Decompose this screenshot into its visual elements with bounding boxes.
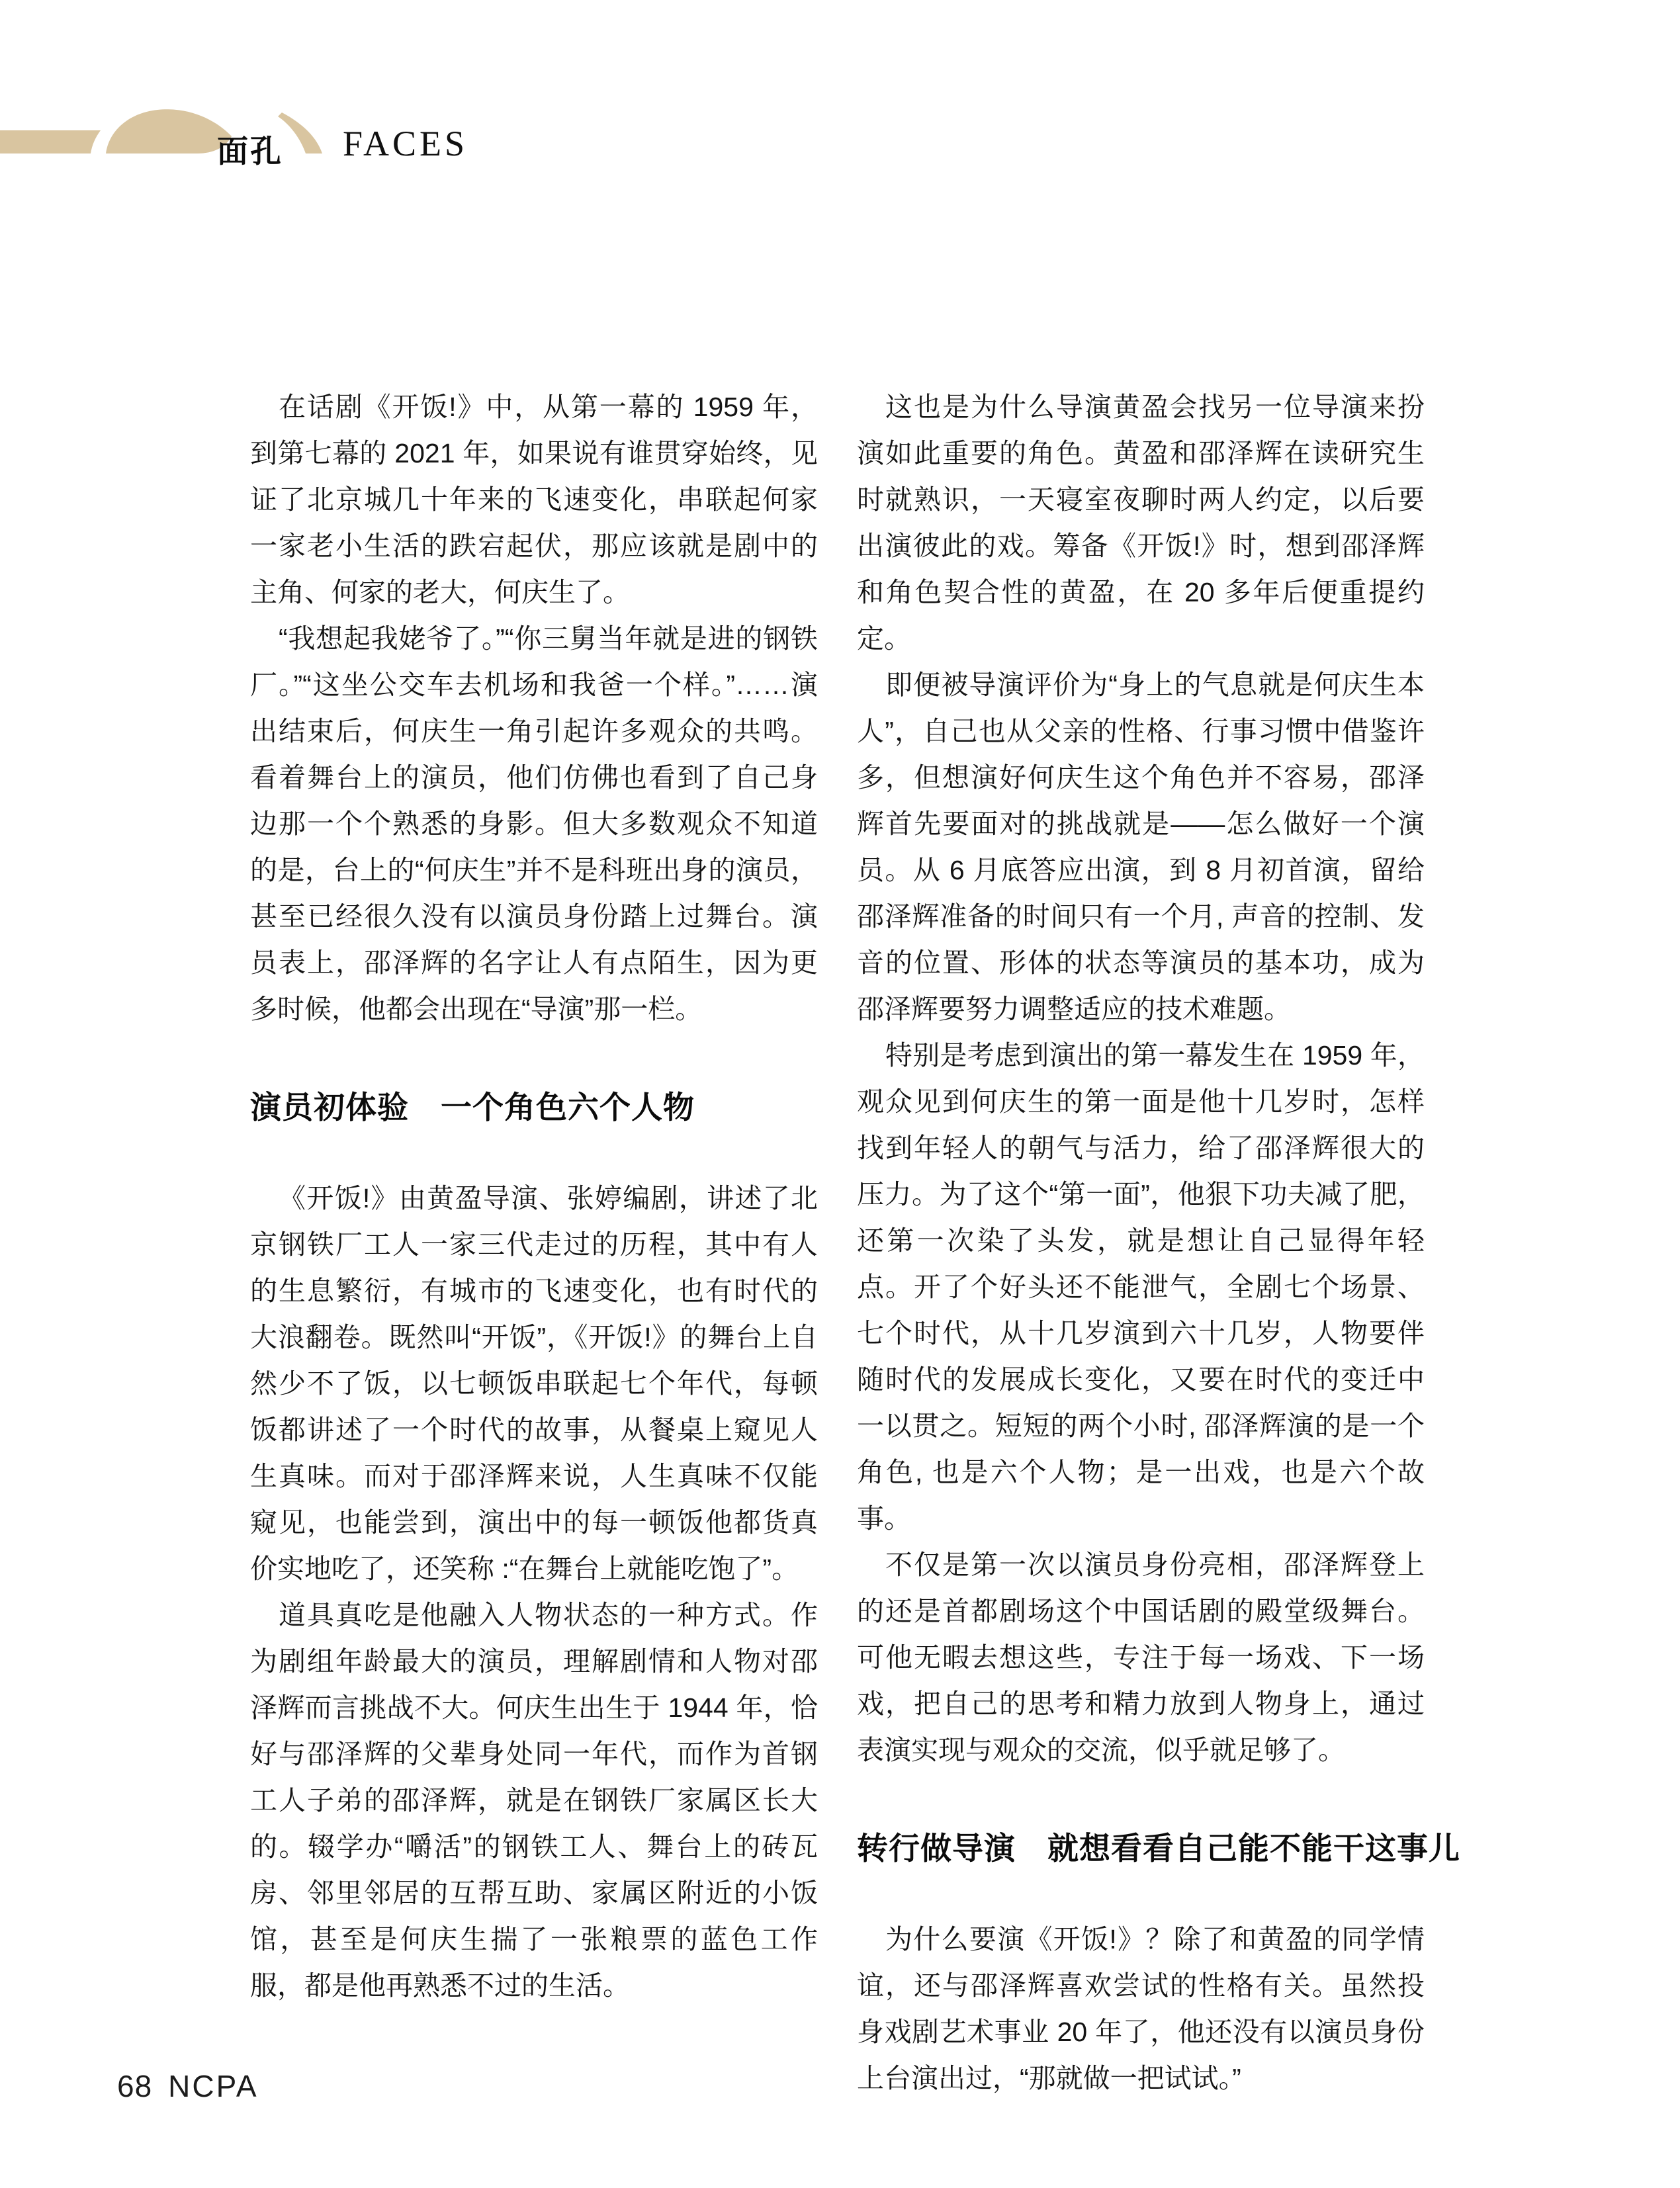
page-footer [117,2068,259,2104]
section-heading-turn-director: 转行做导演 就想看看自己能不能干这事儿 [857,1831,1460,1866]
body-paragraph: 《开饭!》由黄盈导演、张婷编剧，讲述了北京钢铁厂工人一家三代走过的历程，其中有人的生息繁衍，有城市的飞速变化，也有时代的大浪翻卷。既然叫“开饭”，《开饭!》的舞台上自然少不了饭，以七顿饭串联起七个年代，每顿饭都讲述了一个时代的故事，从餐桌上窥见人生真味。而对于邵泽辉来说，人生真味不仅能窥见，也能尝到，演出中的每一顿饭他都货真价实地吃了，还笑称 :“在舞台上就能吃饱了”。 [250,1183,818,1584]
swoosh-dome [106,109,232,153]
body-paragraph: 道具真吃是他融入人物状态的一种方式。作为剧组年龄最大的演员，理解剧情和人物对邵泽辉而言挑战不大。何庆生出生于 1944 年，恰好与邵泽辉的父辈身处同一年代，而作为首钢工人子弟的邵泽辉，就是在钢铁厂家属区长大的。辍学办“嚼活”的钢铁工人、舞台上的砖瓦房、邻里邻居的互帮互助、家属区附近的小饭馆，甚至是何庆生揣了一张粮票的蓝色工作服，都是他再熟悉不过的生活。 [250,1600,818,2001]
swoosh-arc [278,112,322,153]
section-title-zh: 面孔 [217,134,283,169]
body-paragraph: “我想起我姥爷了。”“你三舅当年就是进的钢铁厂。”“这坐公交车去机场和我爸一个样。”……演出结束后，何庆生一角引起许多观众的共鸣。看着舞台上的演员，他们仿佛也看到了自己身边那一个个熟悉的身影。但大多数观众不知道的是，台上的“何庆生”并不是科班出身的演员，甚至已经很久没有以演员身份踏上过舞台。演员表上，邵泽辉的名字让人有点陌生，因为更多时候，他都会出现在“导演”那一栏。 [250,623,818,1024]
body-paragraph: 这也是为什么导演黄盈会找另一位导演来扮演如此重要的角色。黄盈和邵泽辉在读研究生时就熟识，一天寝室夜聊时两人约定，以后要出演彼此的戏。筹备《开饭!》时，想到邵泽辉和角色契合性的黄盈，在 20 多年后便重提约定。 [857,392,1425,654]
body-paragraph: 在话剧《开饭!》中，从第一幕的 1959 年，到第七幕的 2021 年，如果说有谁贯穿始终，见证了北京城几十年来的飞速变化，串联起何家一家老小生活的跌宕起伏，那应该就是剧中的主角、何家的老大，何庆生了。 [250,392,818,607]
section-title-en: FACES [343,124,468,163]
body-paragraph: 不仅是第一次以演员身份亮相，邵泽辉登上的还是首都剧场这个中国话剧的殿堂级舞台。可他无暇去想这些，专注于每一场戏、下一场戏，把自己的思考和精力放到人物身上，通过表演实现与观众的交流，似乎就足够了。 [857,1550,1425,1765]
swoosh-bar [0,130,101,153]
body-paragraph: 为什么要演《开饭!》？除了和黄盈的同学情谊，还与邵泽辉喜欢尝试的性格有关。虽然投身戏剧艺术事业 20 年了，他还没有以演员身份上台演出过，“那就做一把试试。” [857,1924,1425,2093]
section-heading-actor-debut: 演员初体验 一个角色六个人物 [250,1090,695,1125]
body-paragraph: 即便被导演评价为“身上的气息就是何庆生本人”，自己也从父亲的性格、行事习惯中借鉴许多，但想演好何庆生这个角色并不容易，邵泽辉首先要面对的挑战就是——怎么做好一个演员。从 6 月底答应出演，到 8 月初首演，留给邵泽辉准备的时间只有一个月, 声音的控制、发音的位置、形体的状态等演员的基本功，成为邵泽辉要努力调整适应的技术难题。 [857,670,1425,1024]
article-column-left [250,384,818,2009]
article-column-right [857,384,1460,2101]
page-header [0,0,1680,179]
brand-label: NCPA [168,2069,259,2103]
body-paragraph: 特别是考虑到演出的第一幕发生在 1959 年，观众见到何庆生的第一面是他十几岁时，怎样找到年轻人的朝气与活力，给了邵泽辉很大的压力。为了这个“第一面”，他狠下功夫减了肥，还第一次染了头发，就是想让自己显得年轻点。开了个好头还不能泄气，全剧七个场景、七个时代，从十几岁演到六十几岁，人物要伴随时代的发展成长变化，又要在时代的变迁中一以贯之。短短的两个小时, 邵泽辉演的是一个角色, 也是六个人物；是一出戏，也是六个故事。 [857,1040,1425,1534]
page-number: 68 [117,2069,153,2103]
